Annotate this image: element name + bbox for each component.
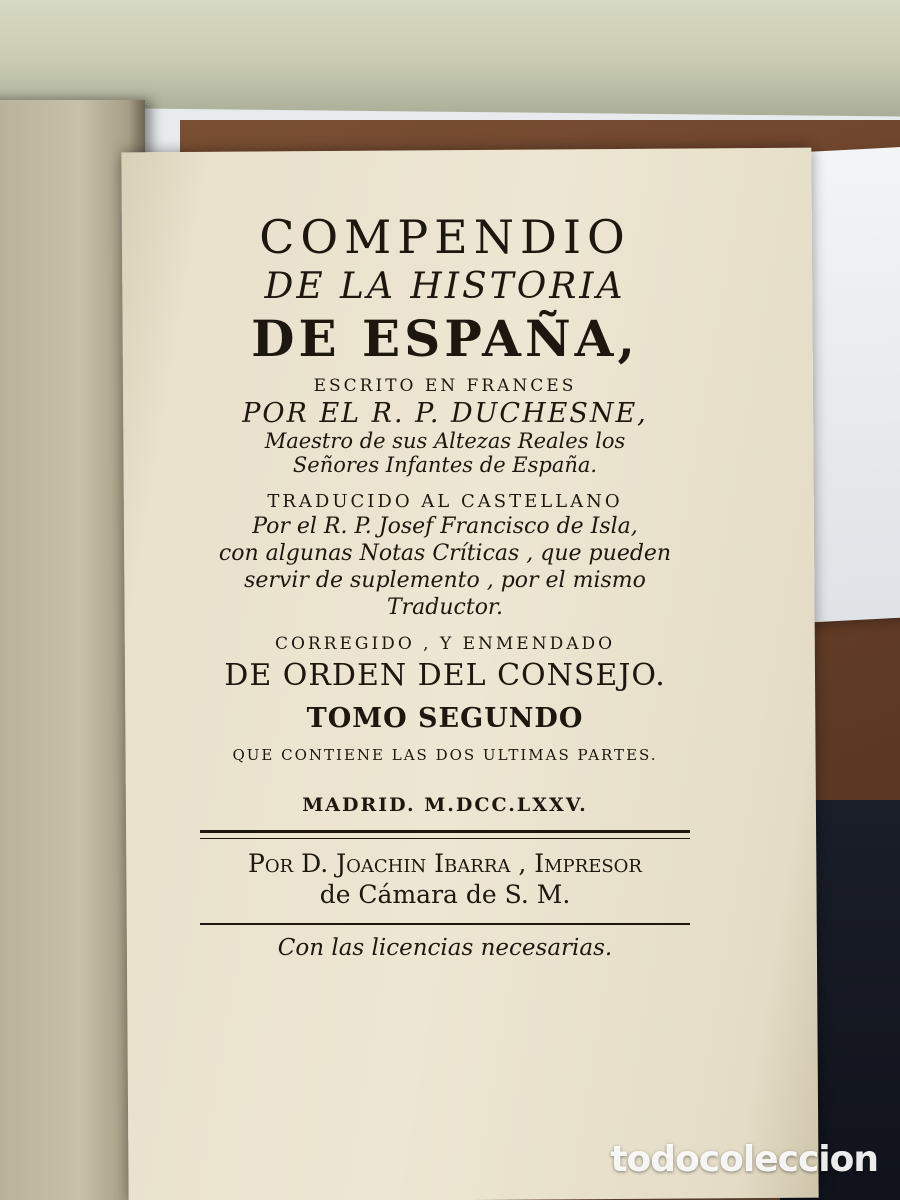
translated-line: TRADUCIDO AL CASTELLANO	[267, 491, 623, 512]
translator-line3: servir de suplemento , por el mismo	[244, 568, 646, 593]
written-in-french: ESCRITO EN FRANCES	[313, 376, 577, 396]
author-line: POR EL R. P. DUCHESNE,	[242, 398, 648, 429]
watermark-logo: todocoleccion	[610, 1139, 878, 1180]
imprint-place-date: MADRID. M.DCC.LXXV.	[302, 794, 588, 816]
volume-line: TOMO SEGUNDO	[306, 703, 584, 734]
corrected-line: CORREGIDO , Y ENMENDADO	[274, 634, 616, 654]
translator-line4: Traductor.	[386, 595, 504, 620]
single-rule-divider	[200, 923, 690, 925]
order-line: DE ORDEN DEL CONSEJO.	[224, 658, 666, 693]
contents-line: QUE CONTIENE LAS DOS ULTIMAS PARTES.	[232, 746, 658, 764]
double-rule-divider	[200, 830, 690, 839]
title-compendio: COMPENDIO	[259, 210, 631, 264]
author-role-line1: Maestro de sus Altezas Reales los	[264, 429, 626, 453]
printer-line1: Por D. Joachin Ibarra , Impresor	[248, 849, 642, 878]
title-de-espana: DE ESPAÑA,	[251, 309, 639, 368]
printer-line2: de Cámara de S. M.	[319, 880, 571, 909]
translator-line1: Por el R. P. Josef Francisco de Isla,	[252, 514, 638, 539]
title-page-text	[165, 210, 725, 961]
author-role-line2: Señores Infantes de España.	[292, 453, 598, 477]
translator-line2: con algunas Notas Críticas , que pueden	[218, 541, 672, 566]
title-de-la-historia: DE LA HISTORIA	[264, 266, 626, 307]
licenses-line: Con las licencias necesarias.	[277, 935, 613, 961]
